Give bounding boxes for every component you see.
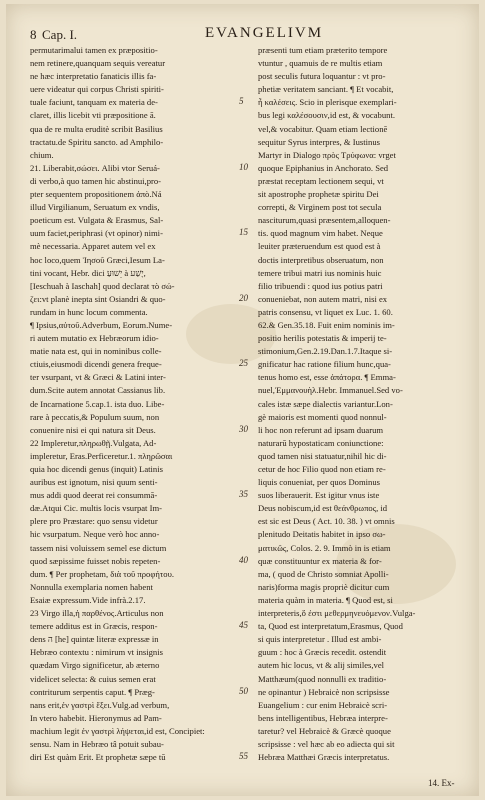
- text-line: nem retinere,quanquam sequis vereatur: [30, 58, 166, 69]
- text-line: tractatu.de Spiritu sancto. ad Amphilo-: [30, 136, 164, 147]
- text-line: nasciturum,quasi præsentem,alloquen-: [258, 215, 391, 226]
- text-line: nuel,Ἐμμανουὴλ.Hebr. Immanuel.Sed vo-: [258, 385, 403, 396]
- text-line: gè maioris est momenti quod nonnul-: [258, 411, 387, 422]
- text-line: tis. quod magnum vim habet. Neque: [258, 228, 383, 239]
- text-line: Hebræo contextu : nimirum vt insignis: [30, 647, 163, 658]
- text-line: Martyr in Dialogo πρὸς Τρύφωνα: vrget: [258, 149, 396, 160]
- text-line: sensu. Nam in Hebræo tâ potuit subau-: [30, 738, 164, 749]
- line-number: 5: [239, 96, 244, 107]
- text-line: ri autem mutatio ex Hebræorum idio-: [30, 333, 159, 344]
- text-line: est sic est Deus ( Act. 10. 38. ) vt omnis: [258, 516, 395, 527]
- line-number: 50: [239, 685, 248, 696]
- text-line: sequitur Syrus interpres, & Iustinus: [258, 136, 380, 147]
- text-line: dum. ¶ Per prophetam, διὰ τοῦ προφήτου.: [30, 568, 174, 579]
- text-line: videlicet selecta: & cuius semen erat: [30, 673, 156, 684]
- text-line: dæ.Atqui Cic. multis locis vsurpat Im-: [30, 503, 163, 514]
- text-line: tini vocant, Hebr. dici יֵשׁוּעַ à יָשַׁע,: [30, 267, 146, 278]
- text-line: uere videatur qui corpus Christi spiriti-: [30, 84, 164, 95]
- text-line: conueniebat, non autem matri, nisi ex: [258, 293, 388, 304]
- text-line: dum.Scite autem annotat Cassianus lib.: [30, 385, 166, 396]
- text-line: ne opinantur ) Hebraicè non scripsisse: [258, 686, 390, 697]
- text-line: quoque Epiphanius in Anchorato. Sed: [258, 162, 389, 173]
- chapter-label: Cap. I.: [42, 27, 78, 42]
- text-line: qua de re multa eruditè scribit Basilius: [30, 123, 163, 134]
- text-line: præstat receptam lectionem sequi, vt: [258, 175, 384, 186]
- text-line: patris consensu, vt liquet ex Luc. 1. 60.: [258, 306, 393, 317]
- text-line: contriturum serpentis caput. ¶ Præg-: [30, 686, 155, 697]
- line-number: 20: [239, 292, 248, 303]
- text-line: præsenti tum etiam præterito tempore: [258, 45, 388, 55]
- text-line: impleretur, Eras.Perficeretur.1. πληρῶσαι: [30, 450, 173, 461]
- text-line: ma, ( quod de Christo somniat Apolli-: [258, 568, 389, 579]
- text-line: positio herilis potestatis & imperij te-: [258, 333, 387, 344]
- text-line: nans erit,ἐν γαστρὶ ἕξει.Vulg.ad verbum,: [30, 699, 170, 710]
- text-line: pter sequentem propositionem ἀπὸ.Ná: [30, 189, 162, 200]
- text-line: quod tamen nisi statuatur,nihil hic di-: [258, 450, 387, 461]
- text-line: tuale faciunt, tanquam ex materia de-: [30, 97, 158, 108]
- text-line: Esaiæ expressum.Vide infrà.2.17.: [30, 594, 146, 605]
- right-text-column: [258, 44, 462, 764]
- text-line: di verbo,à quo tamen hic abstinui,pro-: [30, 175, 162, 186]
- line-number: 25: [239, 358, 248, 369]
- text-line: cetur de hoc Filio quod non etiam re-: [258, 464, 386, 474]
- text-line: 23 Virgo illa,ἡ παρθένος.Articulus non: [30, 608, 164, 619]
- text-line: sit apostrophe prophetæ spiritu Dei: [258, 189, 379, 200]
- text-line: taretur? vel Hebraicè & Græcè quoque: [258, 725, 391, 736]
- text-line: machium legit ἐν γαστρὶ λήψεται,id est, Concipiet:: [30, 725, 205, 736]
- text-line: scripsisse : vel hæc ab eo adiecta qui sit: [258, 738, 395, 749]
- text-line: quod sæpissime fuisset nobis repeten-: [30, 555, 161, 566]
- line-number: 55: [239, 751, 248, 762]
- text-line: ta, Quod est interpretatum,Erasmus, Quod: [258, 621, 403, 632]
- text-line: illud Virgilianum, Seruatum ex vndis,: [30, 202, 160, 213]
- text-line: bus legi καλέσουσιν,id est, & vocabunt.: [258, 110, 395, 121]
- text-line: claret, illis licebit vti præpositione ā.: [30, 110, 156, 121]
- left-text-column: [30, 44, 234, 764]
- text-line: liquis conueniat, per quos Dominus: [258, 477, 380, 488]
- text-line: phetiæ veritatem sanciant. ¶ Et vocabit,: [258, 84, 394, 95]
- line-number: 40: [239, 554, 248, 565]
- text-line: de Incarnatione 5.cap.1. ista duo. Libe-: [30, 398, 165, 409]
- text-line: Hebræa Matthæi Græcis interpretatus.: [258, 752, 390, 763]
- text-line: plere pro Præstare: quo sensu videtur: [30, 516, 158, 527]
- text-line: tassem nisi voluissem semel ese dictum: [30, 542, 167, 553]
- text-line: gnificatur hac ratione filium hunc,qua-: [258, 359, 391, 370]
- text-line: 22 Impleretur,πληρωθῇ.Vulgata, Ad-: [30, 437, 157, 448]
- text-line: si quis interpretetur . Illud est ambi-: [258, 634, 382, 645]
- text-line: rundam in hunc locum commenta.: [30, 306, 148, 317]
- text-line: tenus homo est, esse ἀπάτορα. ¶ Emma-: [258, 372, 396, 383]
- text-line: [Ieschuah à Iaschah] quod declarat τὸ σώ-: [30, 280, 175, 291]
- line-number: 30: [239, 423, 248, 434]
- text-line: rare à peccatis,& Populum suum, non: [30, 411, 160, 422]
- catchword: 14. Ex-: [428, 778, 455, 788]
- text-line: ζει:vt planè inepta sint Osiandri & quo-: [30, 293, 166, 304]
- text-line: stimonium,Gen.2.19.Dan.1.7.Itaque si-: [258, 346, 393, 357]
- text-line: chium.: [30, 149, 54, 160]
- text-line: filio tribuendi : quod ius potius patri: [258, 280, 383, 291]
- text-line: In vtero habebit. Hieronymus ad Pam-: [30, 712, 162, 723]
- text-line: quædam Virgo significetur, ab æterno: [30, 660, 160, 671]
- text-line: Deus nobiscum,id est θεάνθρωπος, id: [258, 503, 388, 514]
- text-line: Matthæum(quod nonnulli ex traditio-: [258, 673, 387, 684]
- text-line: cales istæ sæpe dialectis variantur.Lon-: [258, 398, 393, 409]
- text-line: post seculis futura loquantur : vt pro-: [258, 71, 386, 82]
- text-line: ματικῶς, Colos. 2. 9. Immò in is etiam: [258, 542, 391, 553]
- text-line: plenitudo Deitatis habitet in ipso σω-: [258, 529, 386, 540]
- text-line: mè necessaria. Apparet autem vel ex: [30, 241, 156, 252]
- book-title: EVANGELIVM: [205, 25, 324, 41]
- line-number: 35: [239, 489, 248, 500]
- text-line: vtuntur , quamuis de re multis etiam: [258, 58, 383, 69]
- text-line: leuiter præteruendum est quod est à: [258, 241, 381, 252]
- text-line: poeticum est. Vulgata & Erasmus, Sal-: [30, 215, 164, 226]
- text-line: uum faciet,periphrasi (vt opinor) nimi-: [30, 228, 163, 239]
- text-line: quia hoc dicendi genus (inquit) Latinis: [30, 464, 163, 474]
- line-number: 45: [239, 620, 248, 631]
- text-line: bens intelligentibus, Hebræa interpre-: [258, 712, 388, 723]
- text-line: temere tribui matri ius nominis huic: [258, 267, 382, 278]
- text-line: matie nata est, qui in nominibus colle-: [30, 346, 162, 357]
- text-line: ἧ καλέσεις. Scio in plerisque exemplari-: [258, 97, 397, 108]
- text-line: auribus est ignotum, nisi quum senti-: [30, 477, 158, 488]
- text-line: ter vsurpant, vt & Græci & Latini inter-: [30, 372, 166, 383]
- text-line: ¶ Ipsius,αὐτοῦ.Adverbum, Eorum.Nume-: [30, 319, 173, 330]
- text-line: dens ה [he] quintæ literæ expressæ in: [30, 634, 159, 645]
- text-line: diri Est quàm Erit. Et prophetæ sæpe tū: [30, 752, 166, 763]
- line-number: 15: [239, 227, 248, 238]
- running-header: [30, 27, 460, 43]
- page-number: 8: [30, 27, 37, 42]
- text-line: Euangelium : cur enim Hebraicè scri-: [258, 699, 388, 710]
- text-line: hic vsurpatum. Neque verò hoc anno-: [30, 529, 160, 540]
- text-line: 62.& Gen.35.18. Fuit enim nominis im-: [258, 319, 395, 330]
- text-line: vel,& vocabitur. Quam etiam lectionē: [258, 123, 388, 134]
- text-line: suos liberauerit. Est igitur vnus iste: [258, 490, 380, 501]
- text-line: ne hæc interpretatio fanaticis illis fa-: [30, 71, 157, 82]
- text-line: materia quàm in materia. ¶ Quod est, si: [258, 594, 393, 605]
- text-line: naris)forma magis propriè dicitur cum: [258, 581, 390, 592]
- text-line: ctiuis,eiusmodi dicendi genera freque-: [30, 359, 162, 370]
- text-line: mus addi quod deerat rei consummā-: [30, 490, 158, 501]
- text-line: conuenire nisi ei qui natura sit Deus.: [30, 424, 156, 435]
- text-line: Nonnulla exemplaria nomen habent: [30, 581, 153, 592]
- line-number: 10: [239, 161, 248, 172]
- text-line: correpti, & Virginem post tot secula: [258, 202, 382, 213]
- text-line: 21. Liberabit,σώσει. Alibi vtor Seruá-: [30, 162, 160, 173]
- text-line: permutarimalui tamen ex præpositio-: [30, 45, 158, 55]
- text-line: temere additus est in Græcis, respon-: [30, 621, 158, 632]
- text-line: li hoc non referunt ad ipsam duarum: [258, 424, 384, 435]
- text-line: naturarū hypostaticam coniunctione:: [258, 437, 384, 448]
- text-line: guum : hoc à Græcis recedit. ostendit: [258, 647, 387, 658]
- text-line: interpreteris,ὅ ἐστι μεθερμηνευόμενον.Vulga-: [258, 608, 416, 619]
- text-line: hoc loco,quem Ἰησοῦ Græci,Iesum La-: [30, 254, 165, 265]
- text-line: doctis interpretibus obseruatum, non: [258, 254, 384, 265]
- text-line: quæ constituuntur ex materia & for-: [258, 555, 382, 566]
- text-line: autem hic locus, vt & alij similes,vel: [258, 660, 385, 671]
